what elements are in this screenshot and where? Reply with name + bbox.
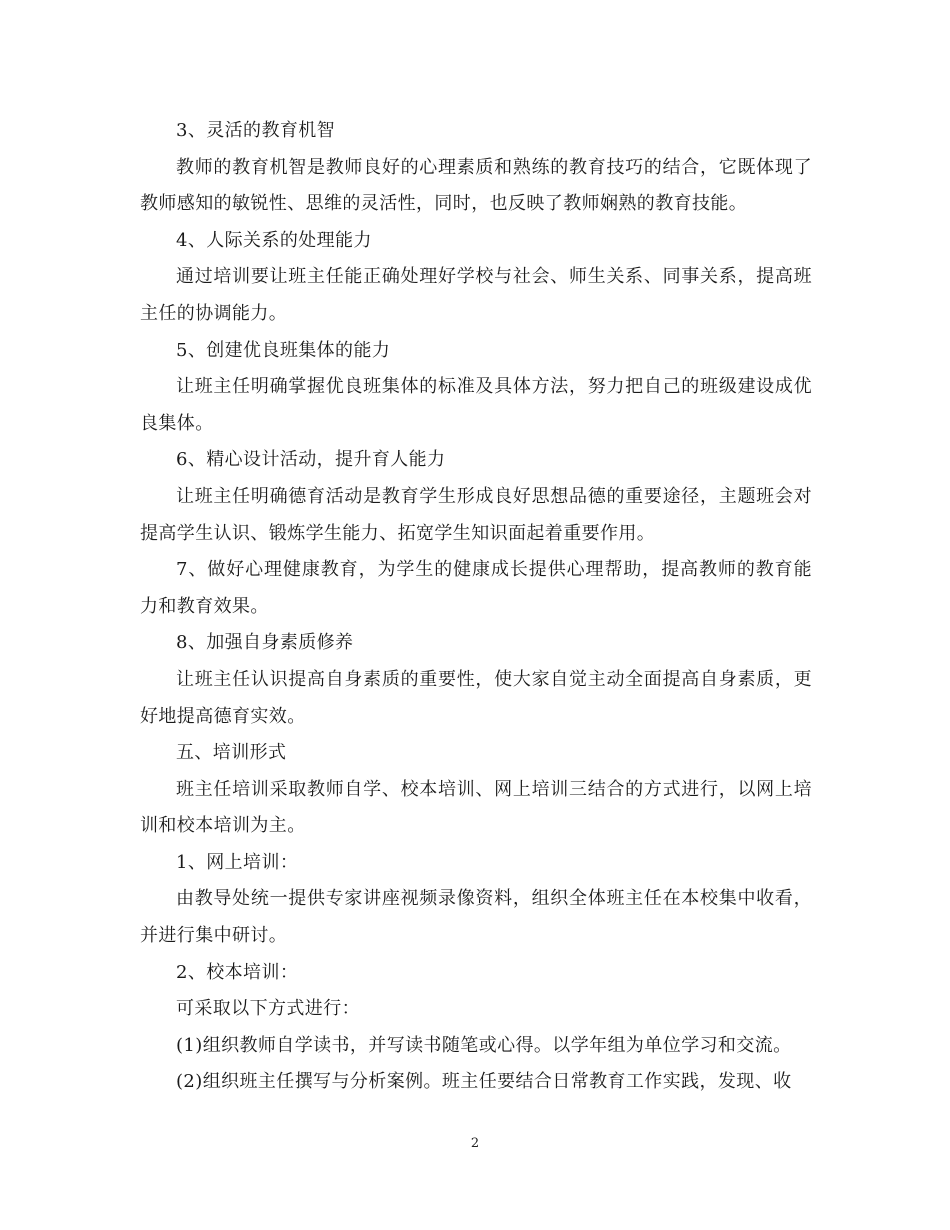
paragraph: 让班主任明确掌握优良班集体的标准及具体方法，努力把自己的班级建设成优良集体。 xyxy=(140,376,812,434)
paragraph: 2、校本培训： xyxy=(176,961,299,983)
paragraph: 1、网上培训： xyxy=(176,851,299,873)
section-heading: 五、培训形式 xyxy=(176,742,287,764)
paragraph: 4、人际关系的处理能力 xyxy=(176,229,372,251)
page-number: 2 xyxy=(470,1136,480,1151)
paragraph: 6、精心设计活动，提升育人能力 xyxy=(176,449,446,471)
paragraph: 让班主任认识提高自身素质的重要性，使大家自觉主动全面提高自身素质，更好地提高德育实效。 xyxy=(140,668,812,727)
paragraph: 5、创建优良班集体的能力 xyxy=(176,339,391,361)
paragraph: (1)组织教师自学读书，并写读书随笔或心得。以学年组为单位学习和交流。 xyxy=(176,1034,792,1056)
paragraph: 教师的教育机智是教师良好的心理素质和熟练的教育技巧的结合，它既体现了教师感知的敏锐性、思维的灵活性，同时，也反映了教师娴熟的教育技能。 xyxy=(140,156,812,215)
paragraph: 7、做好心理健康教育，为学生的健康成长提供心理帮助，提高教师的教育能力和教育效果。 xyxy=(140,559,812,617)
paragraph: 通过培训要让班主任能正确处理好学校与社会、师生关系、同事关系，提高班主任的协调能力。 xyxy=(140,266,812,324)
paragraph: 让班主任明确德育活动是教育学生形成良好思想品德的重要途径，主题班会对提高学生认识、锻炼学生能力、拓宽学生知识面起着重要作用。 xyxy=(140,485,812,544)
paragraph: 班主任培训采取教师自学、校本培训、网上培训三结合的方式进行，以网上培训和校本培训为主。 xyxy=(140,778,812,837)
paragraph: 3、灵活的教育机智 xyxy=(176,120,336,141)
paragraph: 可采取以下方式进行： xyxy=(176,998,360,1020)
paragraph: 8、加强自身素质修养 xyxy=(176,632,354,654)
paragraph: (2)组织班主任撰写与分析案例。班主任要结合日常教育工作实践，发现、收 xyxy=(176,1071,792,1093)
document-body xyxy=(140,113,812,1101)
paragraph: 由教导处统一提供专家讲座视频录像资料，组织全体班主任在本校集中收看，并进行集中研讨。 xyxy=(140,888,812,947)
